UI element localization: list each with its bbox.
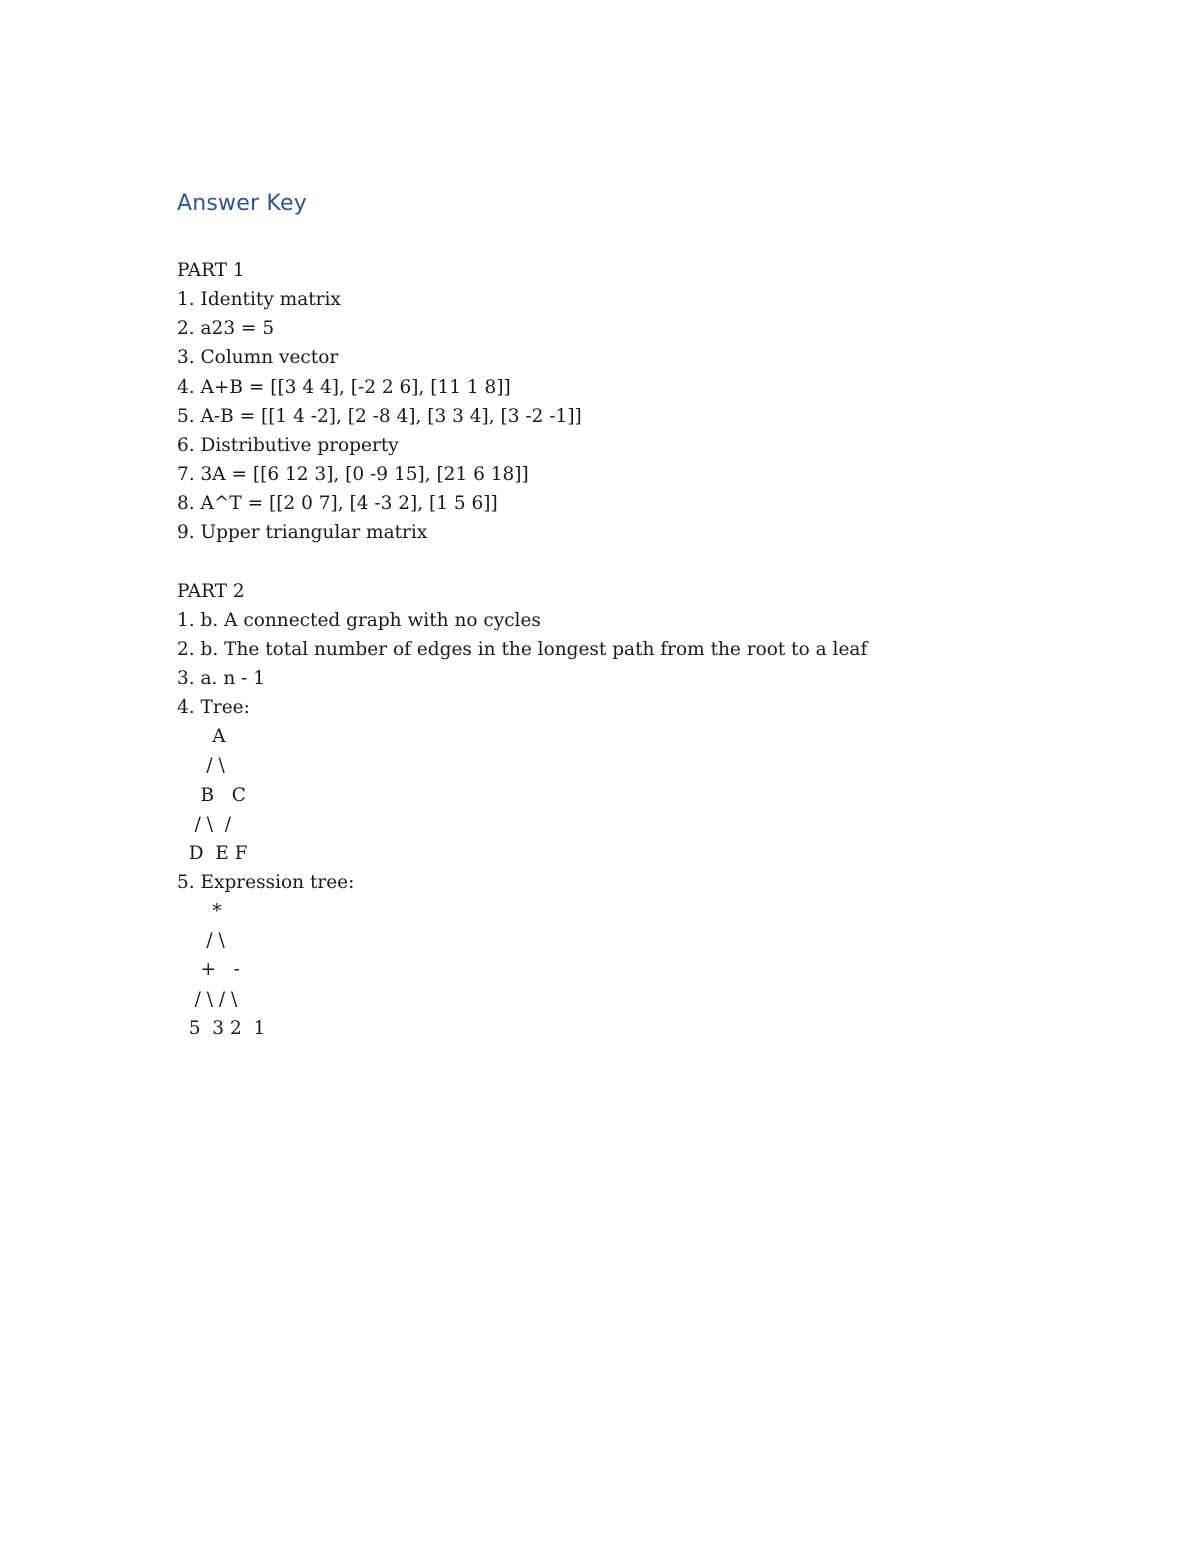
answer-body — [177, 256, 867, 1043]
expression-tree-label: 5. Expression tree: — [177, 871, 355, 893]
part2-item: 3. a. n - 1 — [177, 667, 266, 689]
part2-item: 4. Tree: — [177, 697, 250, 719]
tree-line: A — [177, 726, 226, 748]
tree-line: / \ / — [177, 813, 231, 835]
part1-item: 1. Identity matrix — [177, 289, 341, 311]
part2-item: 1. b. A connected graph with no cycles — [177, 609, 541, 631]
part1-item: 7. 3A = [[6 12 3], [0 -9 15], [21 6 18]] — [177, 463, 529, 485]
tree-line: / \ — [177, 755, 225, 777]
part1-item: 2. a23 = 5 — [177, 318, 275, 340]
page-title: Answer Key — [177, 191, 307, 216]
part1-item: 4. A+B = [[3 4 4], [-2 2 6], [11 1 8]] — [177, 376, 511, 398]
tree-line: B C — [177, 784, 246, 806]
expression-tree-line: / \ / \ — [177, 988, 238, 1010]
expression-tree-line: * — [177, 901, 222, 923]
part1-item: 8. A^T = [[2 0 7], [4 -3 2], [1 5 6]] — [177, 493, 498, 515]
part1-item: 5. A-B = [[1 4 -2], [2 -8 4], [3 3 4], [3 -2 -1]] — [177, 405, 582, 427]
part1-item: 9. Upper triangular matrix — [177, 522, 428, 544]
part1-item: 3. Column vector — [177, 347, 339, 369]
part2-item: 2. b. The total number of edges in the longest path from the root to a leaf — [177, 638, 868, 660]
tree-line: D E F — [177, 842, 248, 864]
part2-heading: PART 2 — [177, 580, 245, 602]
part1-item: 6. Distributive property — [177, 434, 399, 456]
spacer — [177, 547, 867, 576]
expression-tree-line: + - — [177, 959, 240, 981]
expression-tree-line: 5 3 2 1 — [177, 1017, 266, 1039]
expression-tree-line: / \ — [177, 930, 225, 952]
part1-heading: PART 1 — [177, 260, 245, 281]
